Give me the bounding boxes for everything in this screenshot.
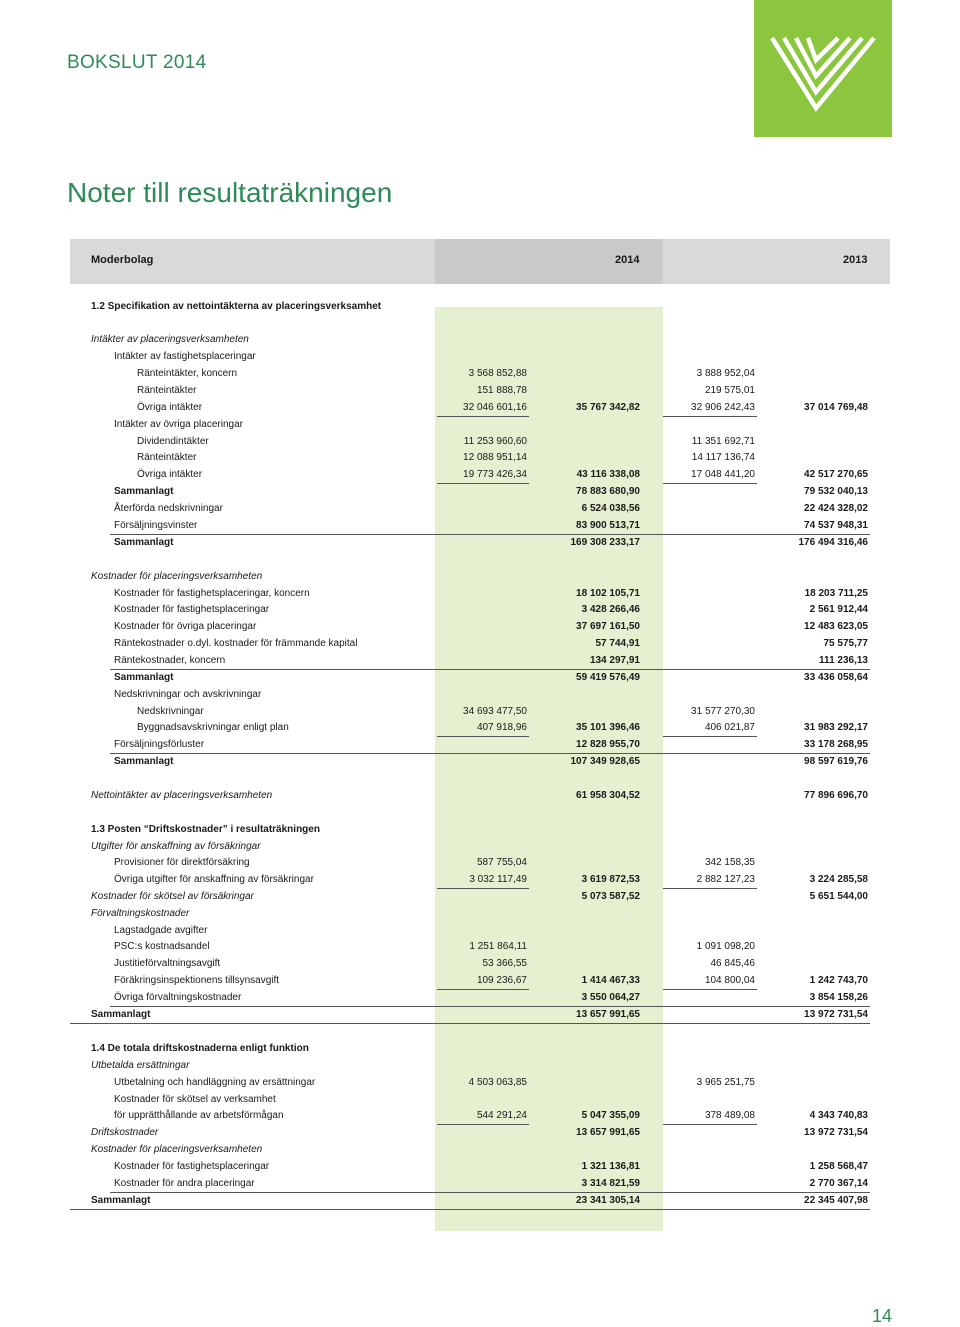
row-value-v4: 98 597 619,76 [804, 756, 868, 767]
row-label: Utbetalda ersättningar [91, 1060, 190, 1071]
row-value-v4: 176 494 316,46 [798, 537, 868, 548]
table-row [0, 839, 960, 855]
row-label: Övriga förvaltningskostnader [114, 992, 242, 1003]
row-label: PSC:s kostnadsandel [114, 941, 210, 952]
row-value-v1: 11 253 960,60 [463, 436, 527, 447]
row-label: Utgifter för anskaffning av försäkringar [91, 841, 261, 852]
column-header-2014: 2014 [615, 254, 640, 266]
row-label: Kostnader för andra placeringar [114, 1178, 255, 1189]
row-label: Justitieförvaltningsavgift [114, 958, 221, 969]
table-row [0, 822, 960, 838]
row-label: Sammanlagt [114, 486, 174, 497]
row-value-v4: 4 343 740,83 [809, 1110, 868, 1121]
row-value-v2: 169 308 233,17 [570, 537, 640, 548]
column-header-2013: 2013 [843, 254, 868, 266]
table-row [0, 417, 960, 433]
row-value-v2: 107 349 928,65 [570, 756, 640, 767]
table-row [0, 872, 960, 888]
row-value-v2: 57 744,91 [595, 638, 640, 649]
table-row [0, 349, 960, 365]
row-label: Provisioner för direktförsäkring [114, 857, 250, 868]
table-row [0, 434, 960, 450]
table-row [0, 973, 960, 989]
table-row [0, 383, 960, 399]
row-value-v4: 12 483 623,05 [804, 621, 868, 632]
column-header-label: Moderbolag [91, 254, 154, 266]
row-value-v2: 13 657 991,65 [576, 1127, 640, 1138]
row-value-v4: 79 532 040,13 [804, 486, 868, 497]
row-label: Lagstadgade avgifter [114, 925, 208, 936]
row-label: 1.3 Posten “Driftskostnader” i resultaträkningen [91, 824, 320, 835]
table-row [0, 704, 960, 720]
table-row [0, 619, 960, 635]
table-row [0, 569, 960, 585]
row-value-v4: 75 575,77 [823, 638, 868, 649]
table-row [0, 939, 960, 955]
row-label: Sammanlagt [114, 672, 174, 683]
row-value-v4: 31 983 292,17 [804, 722, 868, 733]
row-value-v2: 35 101 396,46 [576, 722, 640, 733]
row-label: Nedskrivningar [137, 706, 204, 717]
row-value-v4: 13 972 731,54 [804, 1009, 868, 1020]
table-row [0, 754, 960, 770]
row-value-v3: 14 117 136,74 [691, 452, 755, 463]
row-value-v4: 111 236,13 [819, 655, 868, 666]
row-value-v4: 42 517 270,65 [804, 469, 868, 480]
table-row [0, 484, 960, 500]
row-value-v4: 18 203 711,25 [804, 588, 868, 599]
row-value-v4: 3 854 158,26 [809, 992, 868, 1003]
table-row [0, 889, 960, 905]
row-label: Ränteintäkter, koncern [137, 368, 238, 379]
row-label: Sammanlagt [91, 1009, 151, 1020]
row-value-v3: 11 351 692,71 [691, 436, 755, 447]
row-label: Driftskostnader [91, 1127, 159, 1138]
row-value-v3: 3 965 251,75 [696, 1077, 755, 1088]
row-value-v2: 37 697 161,50 [576, 621, 640, 632]
row-label: Kostnader för skötsel av försäkringar [91, 891, 254, 902]
table-row [0, 602, 960, 618]
row-label: Kostnader för fastighetsplaceringar [114, 604, 270, 615]
row-value-v3: 104 800,04 [704, 975, 755, 986]
row-value-v2: 61 958 304,52 [576, 790, 640, 801]
row-value-v2: 3 550 064,27 [581, 992, 640, 1003]
row-value-v2: 134 297,91 [589, 655, 640, 666]
row-label: Sammanlagt [91, 1195, 151, 1206]
row-value-v1: 407 918,96 [476, 722, 527, 733]
table-row [0, 1176, 960, 1192]
row-value-v4: 22 424 328,02 [804, 503, 868, 514]
row-value-v3: 378 489,08 [704, 1110, 755, 1121]
row-value-v2: 43 116 338,08 [576, 469, 640, 480]
row-label: Kostnader för skötsel av verksamhet [114, 1094, 276, 1105]
row-label: 1.4 De totala driftskostnaderna enligt funktion [91, 1043, 309, 1054]
row-value-v2: 6 524 038,56 [581, 503, 640, 514]
table-row [0, 400, 960, 416]
table-row [0, 1075, 960, 1091]
row-value-v3: 17 048 441,20 [691, 469, 755, 480]
table-row [0, 501, 960, 517]
row-value-v4: 3 224 285,58 [809, 874, 868, 885]
row-value-v2: 78 883 680,90 [576, 486, 640, 497]
row-value-v1: 544 291,24 [476, 1110, 527, 1121]
row-value-v1: 1 251 864,11 [469, 941, 527, 952]
row-value-v1: 587 755,04 [476, 857, 527, 868]
row-label: Kostnader för placeringsverksamheten [91, 1144, 263, 1155]
row-value-v2: 3 619 872,53 [581, 874, 640, 885]
table-row [0, 1125, 960, 1141]
row-value-v2: 3 428 266,46 [581, 604, 640, 615]
row-value-v1: 19 773 426,34 [463, 469, 527, 480]
row-value-v1: 109 236,67 [476, 975, 527, 986]
row-label: Byggnadsavskrivningar enligt plan [137, 722, 289, 733]
table-row [0, 788, 960, 804]
table-row [0, 653, 960, 669]
company-logo [754, 0, 892, 137]
row-value-v2: 5 073 587,52 [581, 891, 640, 902]
row-value-v1: 151 888,78 [476, 385, 527, 396]
row-value-v1: 12 088 951,14 [463, 452, 527, 463]
table-row [0, 990, 960, 1006]
row-label: Återförda nedskrivningar [114, 503, 223, 514]
row-label: Dividendintäkter [137, 436, 209, 447]
row-label: Ränteintäkter [137, 385, 197, 396]
row-label: Övriga utgifter för anskaffning av försäkringar [114, 874, 314, 885]
row-label: Intäkter av övriga placeringar [114, 419, 243, 430]
table-row [0, 467, 960, 483]
row-label: Intäkter av fastighetsplaceringar [114, 351, 256, 362]
table-row [0, 1092, 960, 1108]
table-row [0, 720, 960, 736]
row-value-v2: 18 102 105,71 [576, 588, 640, 599]
row-label: Nettointäkter av placeringsverksamheten [91, 790, 273, 801]
table-row [0, 586, 960, 602]
table-row [0, 450, 960, 466]
row-label: Intäkter av placeringsverksamheten [91, 334, 249, 345]
table-row [0, 687, 960, 703]
row-label: Kostnader för fastighetsplaceringar, koncern [114, 588, 310, 599]
row-label: 1.2 Specifikation av nettointäkterna av placeringsverksamhet [91, 301, 382, 312]
table-row [0, 1142, 960, 1158]
row-label: Försäljningsvinster [114, 520, 198, 531]
table-row [0, 535, 960, 551]
row-label: Kostnader för placeringsverksamheten [91, 571, 263, 582]
row-value-v1: 3 032 117,49 [469, 874, 527, 885]
row-label: Föräkringsinspektionens tillsynsavgift [114, 975, 280, 986]
column-header-bar [70, 239, 890, 284]
table-row [0, 1041, 960, 1057]
row-value-v1: 4 503 063,85 [468, 1077, 527, 1088]
row-value-v3: 3 888 952,04 [696, 368, 755, 379]
row-value-v2: 1 414 467,33 [581, 975, 640, 986]
page-title: Noter till resultaträkningen [67, 177, 393, 208]
row-label: Kostnader för övriga placeringar [114, 621, 257, 632]
row-label: Nedskrivningar och avskrivningar [114, 689, 262, 700]
row-value-v4: 1 258 568,47 [809, 1161, 868, 1172]
row-label: Räntekostnader o.dyl. kostnader för främmande kapital [114, 638, 358, 649]
table-row [0, 956, 960, 972]
row-value-v3: 2 882 127,23 [696, 874, 755, 885]
row-value-v4: 2 561 912,44 [809, 604, 868, 615]
row-value-v3: 219 575,01 [704, 385, 755, 396]
row-value-v2: 12 828 955,70 [576, 739, 640, 750]
table-row [0, 737, 960, 753]
row-value-v4: 77 896 696,70 [804, 790, 868, 801]
header-title: BOKSLUT 2014 [67, 52, 207, 73]
row-value-v3: 32 906 242,43 [691, 402, 755, 413]
row-value-v2: 35 767 342,82 [576, 402, 640, 413]
table-row [0, 855, 960, 871]
row-label: Övriga intäkter [137, 469, 203, 480]
row-value-v2: 23 341 305,14 [576, 1195, 640, 1206]
row-value-v4: 22 345 407,98 [804, 1195, 868, 1206]
row-value-v4: 33 436 058,64 [804, 672, 868, 683]
row-value-v3: 1 091 098,20 [696, 941, 755, 952]
table-row [0, 1193, 960, 1209]
row-value-v4: 1 242 743,70 [809, 975, 868, 986]
row-label: Försäljningsförluster [114, 739, 205, 750]
row-value-v4: 13 972 731,54 [804, 1127, 868, 1138]
table-row [0, 906, 960, 922]
table-row [0, 636, 960, 652]
row-value-v2: 59 419 576,49 [576, 672, 640, 683]
row-label: Sammanlagt [114, 756, 174, 767]
row-value-v4: 74 537 948,31 [804, 520, 868, 531]
table-row [0, 1058, 960, 1074]
row-label: Ränteintäkter [137, 452, 197, 463]
row-label: Utbetalning och handläggning av ersättningar [114, 1077, 316, 1088]
page-number: 14 [872, 1306, 893, 1326]
row-value-v2: 13 657 991,65 [576, 1009, 640, 1020]
logo-v-icon [754, 0, 892, 137]
row-value-v3: 406 021,87 [704, 722, 755, 733]
row-value-v2: 3 314 821,59 [581, 1178, 640, 1189]
row-label: Räntekostnader, koncern [114, 655, 226, 666]
row-value-v4: 33 178 268,95 [804, 739, 868, 750]
row-value-v3: 46 845,46 [710, 958, 755, 969]
table-row [0, 1108, 960, 1124]
underline-rule [70, 1023, 870, 1024]
row-label: Sammanlagt [114, 537, 174, 548]
row-value-v4: 2 770 367,14 [809, 1178, 868, 1189]
row-value-v2: 1 321 136,81 [581, 1161, 640, 1172]
table-row [0, 366, 960, 382]
table-row [0, 923, 960, 939]
row-value-v1: 53 366,55 [482, 958, 527, 969]
row-label: för upprätthållande av arbetsförmågan [114, 1110, 284, 1121]
row-value-v1: 34 693 477,50 [463, 706, 527, 717]
table-row [0, 1007, 960, 1023]
row-label: Övriga intäkter [137, 402, 203, 413]
row-value-v2: 5 047 355,09 [581, 1110, 640, 1121]
row-value-v1: 32 046 601,16 [463, 402, 527, 413]
row-value-v4: 37 014 769,48 [804, 402, 868, 413]
table-row [0, 299, 960, 315]
row-label: Kostnader för fastighetsplaceringar [114, 1161, 270, 1172]
row-value-v3: 31 577 270,30 [691, 706, 755, 717]
table-row [0, 518, 960, 534]
row-value-v4: 5 651 544,00 [809, 891, 868, 902]
row-value-v1: 3 568 852,88 [468, 368, 527, 379]
underline-rule [70, 1209, 870, 1210]
row-label: Förvaltningskostnader [91, 908, 190, 919]
row-value-v2: 83 900 513,71 [576, 520, 640, 531]
table-row [0, 1159, 960, 1175]
row-value-v3: 342 158,35 [704, 857, 755, 868]
table-row [0, 332, 960, 348]
table-row [0, 670, 960, 686]
